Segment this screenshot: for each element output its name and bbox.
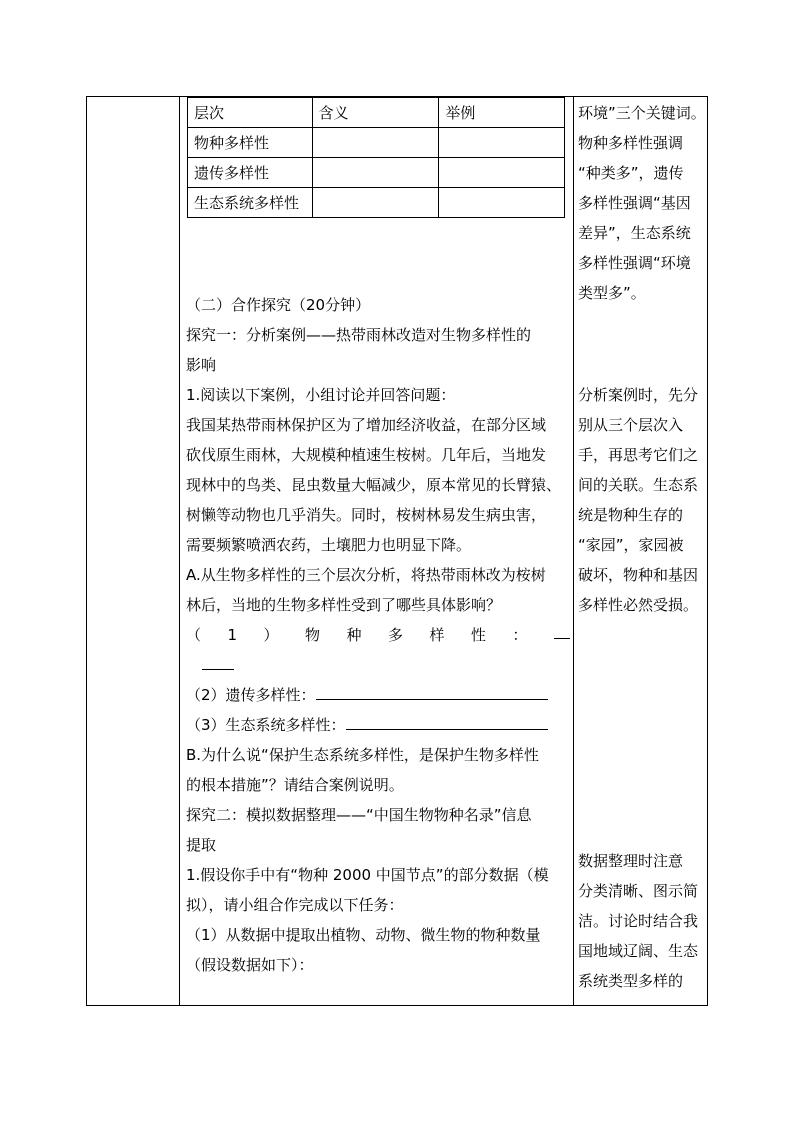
note-line: 数据整理时注意 xyxy=(578,852,684,870)
table-cell xyxy=(439,158,565,188)
inquiry1-title: 探究一：分析案例——热带雨林改造对生物多样性的 xyxy=(186,326,532,344)
subtask1-text: （1）从数据中提取出植物、动物、微生物的物种数量 xyxy=(186,926,541,944)
note-line: 统是物种生存的 xyxy=(578,506,684,524)
task2-text: 1.假设你手中有“物种 2000 中国节点”的部分数据（模 xyxy=(186,866,549,884)
answer-1-char: ： xyxy=(512,626,528,644)
answer-1-char: 1 xyxy=(227,626,238,644)
inquiry2-title-cont: 提取 xyxy=(186,836,217,854)
note-line: 物种多样性强调 xyxy=(578,134,684,152)
subtask1-text-cont: （假设数据如下）： xyxy=(186,956,314,974)
answer-1-char: 种 xyxy=(346,626,362,644)
answer-1-char: （ xyxy=(186,626,202,644)
section-heading: （二）合作探究（20分钟） xyxy=(186,296,371,314)
answer-1-char: 性 xyxy=(470,626,486,644)
table-cell xyxy=(439,188,565,218)
table-row xyxy=(188,158,565,188)
table-row xyxy=(188,188,565,218)
answer-1-blank-cont xyxy=(186,650,570,680)
answer-blank xyxy=(202,651,234,670)
note-line: 间的关联。生态系 xyxy=(578,476,699,494)
answer-2-label: （2）遗传多样性： xyxy=(186,686,316,704)
question-b: B.为什么说“保护生态系统多样性，是保护生物多样性 xyxy=(186,746,539,764)
note-line: 多样性必然受损。 xyxy=(578,596,699,614)
note-line: 别从三个层次入 xyxy=(578,416,684,434)
answer-blank xyxy=(316,681,548,700)
header-cell: 含义 xyxy=(312,98,439,128)
case-text: 砍伐原生雨林，大规模种植速生桉树。几年后，当地发 xyxy=(186,446,547,464)
answer-2-line xyxy=(186,680,570,710)
note-line: “家园”，家园被 xyxy=(578,536,684,554)
note-line: 环境”三个关键词。 xyxy=(578,104,706,122)
answer-1-char: ） xyxy=(263,626,279,644)
column-divider-left xyxy=(179,97,180,1005)
case-text: 需要频繁喷洒农药，土壤肥力也明显下降。 xyxy=(186,536,472,554)
table-cell xyxy=(312,128,439,158)
header-cell: 层次 xyxy=(188,98,313,128)
case-text: 树懒等动物也几乎消失。同时，桉树林易发生病虫害， xyxy=(186,506,547,524)
note-line: 破坏，物种和基因 xyxy=(578,566,699,584)
case-text: 现林中的鸟类、昆虫数量大幅减少，原本常见的长臂猿、 xyxy=(186,476,562,494)
teaching-note-3 xyxy=(578,846,704,996)
note-line: 类型多”。 xyxy=(578,284,646,302)
note-line: “种类多”，遗传 xyxy=(578,164,684,182)
note-line: 多样性强调“基因 xyxy=(578,194,691,212)
teaching-note-1 xyxy=(578,98,704,308)
answer-1-line xyxy=(186,620,570,650)
table-cell: 物种多样性 xyxy=(188,128,313,158)
note-line: 差异”，生态系统 xyxy=(578,224,691,242)
note-line: 国地域辽阔、生态 xyxy=(578,942,699,960)
table-header-row xyxy=(188,98,565,128)
answer-blank xyxy=(346,711,548,730)
note-line: 手，再思考它们之 xyxy=(578,446,699,464)
answer-1-char: 物 xyxy=(304,626,320,644)
note-line: 洁。讨论时结合我 xyxy=(578,912,699,930)
table-cell xyxy=(312,188,439,218)
note-line: 多样性强调“环境 xyxy=(578,254,691,272)
answer-1-blank xyxy=(554,620,570,639)
question-a: A.从生物多样性的三个层次分析，将热带雨林改为桉树 xyxy=(186,566,546,584)
inquiry2-title: 探究二：模拟数据整理——“中国生物物种名录”信息 xyxy=(186,806,532,824)
table-cell: 遗传多样性 xyxy=(188,158,313,188)
note-line: 系统类型多样的 xyxy=(578,972,684,990)
table-row xyxy=(188,128,565,158)
table-cell: 生态系统多样性 xyxy=(188,188,313,218)
table-cell xyxy=(439,128,565,158)
column-divider-right xyxy=(573,97,574,1005)
teaching-note-2 xyxy=(578,380,704,620)
biodiversity-levels-table xyxy=(187,97,565,218)
note-line: 分类清晰、图示简 xyxy=(578,882,699,900)
inquiry1-title-cont: 影响 xyxy=(186,356,217,374)
note-line: 分析案例时，先分 xyxy=(578,386,699,404)
answer-3-label: （3）生态系统多样性： xyxy=(186,716,346,734)
case-text: 我国某热带雨林保护区为了增加经济收益，在部分区域 xyxy=(186,416,547,434)
table-cell xyxy=(312,158,439,188)
answer-3-line xyxy=(186,710,570,740)
question-b-cont: 的根本措施”？请结合案例说明。 xyxy=(186,776,404,794)
task1-intro: 1.阅读以下案例，小组讨论并回答问题： xyxy=(186,386,456,404)
task2-text-cont: 拟），请小组合作完成以下任务： xyxy=(186,896,404,914)
answer-1-char: 样 xyxy=(429,626,445,644)
question-a-cont: 林后，当地的生物多样性受到了哪些具体影响？ xyxy=(186,596,502,614)
header-cell: 举例 xyxy=(439,98,565,128)
activity-content xyxy=(186,290,570,980)
answer-1-char: 多 xyxy=(387,626,403,644)
